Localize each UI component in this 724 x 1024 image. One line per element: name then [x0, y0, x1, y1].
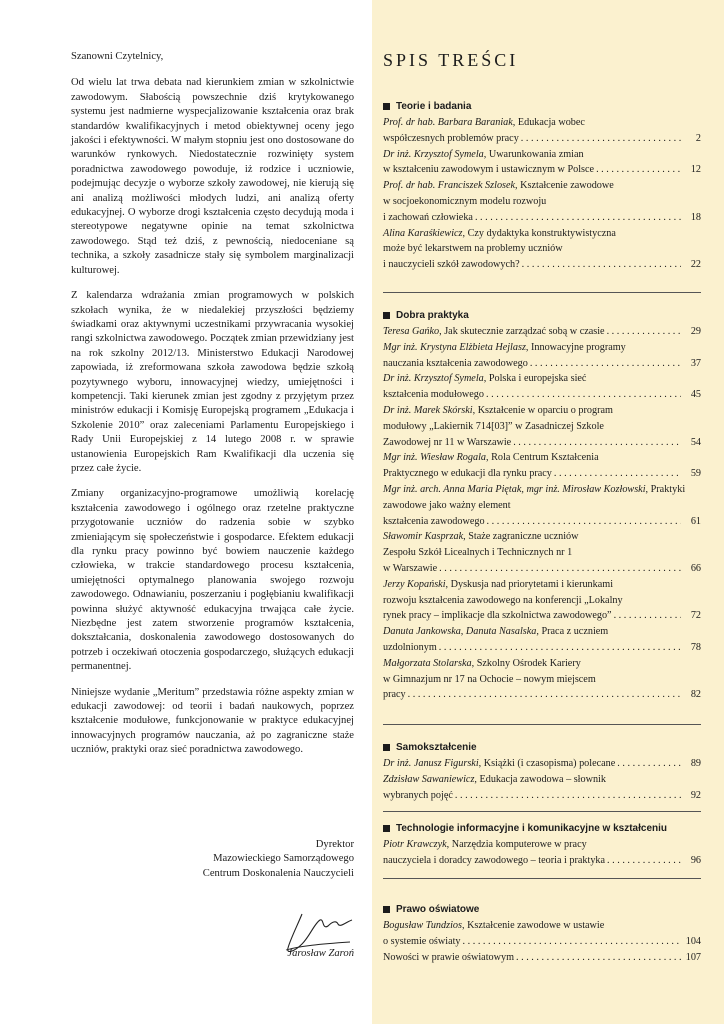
toc-entry-line — [383, 545, 701, 561]
toc-entry-title: , Innowacyjne programy — [525, 341, 626, 353]
toc-entry-title: modułowy „Lakiernik 714[03]” w Zasadniczej Szkole — [383, 420, 604, 432]
toc-entry-title: , Kształcenie zawodowe — [515, 180, 614, 192]
toc-entry[interactable] — [383, 624, 701, 656]
toc-entry-line — [383, 529, 701, 545]
toc-section — [383, 101, 701, 273]
toc-entry-title: , Staże zagraniczne uczniów — [463, 531, 579, 543]
toc-page-number: 89 — [690, 758, 701, 769]
toc-entry-line — [383, 561, 701, 577]
toc-section-heading-label: Teorie i badania — [396, 101, 472, 112]
square-bullet-icon — [383, 744, 390, 751]
toc-page-number: 2 — [695, 132, 701, 144]
toc-entry-line — [383, 419, 701, 435]
toc-page-number: 61 — [690, 515, 701, 527]
toc-entry-title: , Jak skutecznie zarządzać sobą w czasie — [439, 326, 605, 337]
leader-dots — [439, 561, 681, 577]
leader-dots — [513, 435, 681, 451]
toc-entry-line — [383, 403, 701, 419]
toc-entry-line — [383, 371, 701, 387]
toc-entry[interactable] — [383, 837, 701, 869]
toc-page-number: 12 — [690, 164, 701, 176]
toc-entry[interactable] — [383, 756, 701, 772]
section-divider — [383, 811, 701, 812]
square-bullet-icon — [383, 103, 390, 110]
signer-name: Jarosław Zaroń — [287, 948, 354, 959]
toc-entry-title: , Rola Centrum Kształcenia — [486, 452, 599, 464]
toc-page-number: 45 — [690, 389, 701, 401]
toc-entry-title: , Szkolny Ośrodek Kariery — [471, 657, 581, 669]
toc-entry-title: współczesnych problemów pracy — [383, 132, 519, 144]
toc-entry[interactable] — [383, 226, 701, 273]
signature-line: Centrum Doskonalenia Nauczycieli — [202, 867, 354, 879]
toc-entry-title: w Gimnazjum nr 17 na Ochocie – nowym miejscem — [383, 673, 596, 685]
toc-entry-line — [383, 950, 701, 966]
toc-entry-title: rynek pracy – implikacje dla szkolnictwa zawodowego” — [383, 610, 612, 622]
toc-entry-line — [383, 356, 701, 372]
leader-dots — [463, 934, 681, 950]
toc-entry-line — [383, 640, 701, 656]
toc-author: Sławomir Kasprzak — [383, 531, 464, 543]
leader-dots — [475, 210, 681, 226]
editorial-letter — [71, 50, 354, 769]
editorial-paragraph: Zmiany organizacyjno-programowe umożliwią korelację kształcenia zawodowego i ogólnego oraz rzetelne praktyczne przygotowanie uczniów do radzenia sobie w szybko zmieniającym się społeczeństwie i gospodarce. Efektem edukacji dla rynku pracy powinno być bowiem nauczenie każdego człowieka, w trakcie standardowego procesu kształcenia, umiejętności optymalnego planowania swojego rozwoju zawodowego. Odnawianiu, poszerzaniu i pogłębianiu kwalifikacji powinna służyć aktywność edukacyjna trwająca całe życie. Niezbędne jest zatem stworzenie programów kształcenia, dokształcania, doskonalenia zawodowego dostosowanych do potrzeb i oczekiwań otoczenia gospodarczego, służących edukacji permanentnej. — [71, 488, 354, 673]
toc-author: Małgorzata Stolarska — [383, 657, 472, 669]
leader-dots — [487, 514, 681, 530]
toc-entry-line — [383, 387, 701, 403]
toc-entry[interactable] — [383, 950, 701, 966]
leader-dots — [554, 466, 681, 482]
toc-section-heading-label: Samokształcenie — [396, 742, 477, 753]
toc-entry-title: , Edukacja zawodowa – słownik — [474, 773, 606, 785]
toc-entry-title: o systemie oświaty — [383, 935, 461, 947]
toc-entry-line — [383, 593, 701, 609]
toc-author: Prof. dr hab. Franciszek Szlosek — [383, 180, 516, 192]
toc-entry-title: wybranych pojęć — [383, 789, 453, 801]
toc-entry-title: Praktycznego w edukacji dla rynku pracy — [383, 468, 552, 480]
toc-entry[interactable] — [383, 371, 701, 403]
leader-dots — [614, 608, 681, 624]
section-divider — [383, 878, 701, 879]
toc-entry-title: Nowości w prawie oświatowym — [383, 951, 514, 963]
toc-entry[interactable] — [383, 403, 701, 450]
toc-entry-title: , Książki (i czasopisma) polecane — [478, 758, 616, 769]
toc-entry-title: kształcenia modułowego — [383, 389, 484, 401]
toc-author: Alina Karaśkiewicz — [383, 227, 463, 239]
toc-entry-line — [383, 162, 701, 178]
toc-entry-line — [383, 147, 701, 163]
leader-dots — [617, 756, 681, 772]
toc-entry[interactable] — [383, 115, 701, 147]
toc-entry-title: , Praktyki zawodowe jako ważny element — [383, 483, 686, 511]
toc-section-heading — [383, 823, 701, 834]
toc-section-heading — [383, 742, 701, 753]
leader-dots — [522, 257, 681, 273]
toc-entry-line — [383, 577, 701, 593]
toc-entry-title: Zawodowej nr 11 w Warszawie — [383, 436, 512, 448]
toc-entry-line — [383, 435, 701, 451]
toc-page-number: 82 — [690, 689, 701, 701]
toc-page-number: 37 — [690, 357, 701, 369]
toc-entry-title: i zachowań człowieka — [383, 211, 473, 223]
toc-entry-title: , Narzędzia komputerowe w pracy — [446, 839, 587, 850]
toc-page-number: 54 — [690, 436, 701, 448]
toc-section-heading — [383, 904, 701, 915]
toc-entry-title: , Praca z uczniem — [536, 626, 609, 638]
toc-entry-line — [383, 131, 701, 147]
toc-author: Jerzy Kopański — [383, 578, 446, 590]
toc-page-number: 78 — [690, 641, 701, 653]
leader-dots — [455, 788, 681, 804]
toc-page-number: 92 — [690, 789, 701, 801]
toc-section-heading — [383, 310, 701, 321]
toc-section-heading-label: Prawo oświatowe — [396, 904, 480, 915]
toc-page-number: 72 — [690, 610, 701, 622]
section-divider — [383, 292, 701, 293]
toc-entry-line — [383, 756, 701, 772]
toc-entry-title: pracy — [383, 689, 406, 701]
toc-entry-line — [383, 772, 701, 788]
toc-page-number: 29 — [690, 326, 701, 337]
toc-entry[interactable] — [383, 656, 701, 703]
toc-entry[interactable] — [383, 772, 701, 804]
editorial-paragraph: Z kalendarza wdrażania zmian programowych w polskich szkołach wynika, że w niedalekiej przyszłości będziemy świadkami oraz aktywnymi uczestnikami przywracania wysokiej rangi szkolnictwa zawodowego. Początek zmian przewidziany jest na rok szkolny 2012/13. Ministerstwo Edukacji Narodowej zapowiada, iż zreformowana szkoła zawodowa będzie szkołą pozytywnego wyboru, innowacyjnej wiedzy, umiejętności i kompetencji. Taki kierunek zmian jest zgodny z przyjętym przez ministrów edukacji i Komisję Europejską programem „Edukacja i Szkolenie 2010” oraz zaleceniami Parlamentu Europejskiego i Rady Unii Europejskiej z 14 lutego 2008 r. w sprawie ustanowienia Europejskich Ram Kwalifikacji dla uczenia się przez całe życie. — [71, 290, 354, 474]
toc-entry-title: w Warszawie — [383, 562, 438, 574]
toc-section — [383, 823, 701, 869]
toc-entry-line — [383, 788, 701, 804]
toc-author: Mgr inż. Wiesław Rogala — [383, 452, 487, 464]
square-bullet-icon — [383, 825, 390, 832]
toc-entry-line — [383, 656, 701, 672]
toc-author: Zdzisław Sawaniewicz — [383, 773, 475, 785]
toc-entry-title: Zespołu Szkół Licealnych i Technicznych nr 1 — [383, 547, 573, 559]
toc-author: Dr inż. Marek Skórski — [383, 404, 473, 416]
toc-page-number: 96 — [690, 854, 701, 866]
toc-entry-line — [383, 115, 701, 131]
toc-section — [383, 742, 701, 803]
editorial-paragraph: Od wielu lat trwa debata nad kierunkiem zmian w szkolnictwie zawodowym. Słabością powszechnie dziś krytykowanego systemu jest nadmierne wyspecjalizowanie kształcenia oraz brak standardów kwalifikacyjnych i metod obiektywnej oceny jego jakości i efektywności. W małym stopniu jest ono dostosowane do warunków rynkowych. Niedostatecznie rozwinięty system poradnictwa zawodowego powoduje, iż rodzice i uczniowie, podejmując decyzje o wyborze szkoły zawodowej, nie kierują się ani analizą możliwości młodych ludzi, ani analizą oferty edukacyjnej. O wyborze drogi kształcenia często decydują moda i stereotypowe negatywne opinie na temat szkolnictwa zawodowego. Stąd też dziś, z pewnością, niedoceniane są technika, a szkoły zasadnicze stały się symbolem marginalizacji kulturowej. — [71, 77, 354, 276]
toc-page-number: 59 — [690, 468, 701, 480]
toc-author: Dr inż. Krzysztof Symela — [383, 148, 484, 160]
toc-entry-title: w socjoekonomicznym modelu rozwoju — [383, 195, 547, 207]
toc-entry-line — [383, 687, 701, 703]
toc-entry[interactable] — [383, 340, 701, 372]
toc-entry-line — [383, 514, 701, 530]
toc-entry-title: , Czy dydaktyka konstruktywistyczna — [462, 227, 616, 239]
toc-entry-title: kształcenia zawodowego — [383, 515, 485, 527]
toc-entry-title: , Kształcenie zawodowe w ustawie — [461, 920, 605, 931]
toc-author: Teresa Gańko — [383, 326, 440, 337]
toc-author: Dr inż. Janusz Figurski — [383, 758, 479, 769]
toc-entry-title: , Kształcenie w oparciu o program — [472, 404, 613, 416]
leader-dots — [516, 950, 681, 966]
toc-entry[interactable] — [383, 577, 701, 624]
leader-dots — [596, 162, 681, 178]
toc-section-heading — [383, 101, 701, 112]
toc-entry-title: , Polska i europejska sieć — [483, 373, 587, 385]
toc-author: Danuta Jankowska, Danuta Nasalska — [383, 626, 537, 638]
toc-title: SPIS TREŚCI — [383, 50, 519, 70]
toc-author: Bogusław Tundzios — [383, 920, 462, 931]
toc-entry[interactable] — [383, 178, 701, 225]
toc-entry-line — [383, 608, 701, 624]
signature-block — [170, 838, 354, 881]
toc-entry-title: , Dyskusja nad priorytetami i kierunkami — [445, 578, 614, 590]
toc-author: Dr inż. Krzysztof Symela — [383, 373, 484, 385]
toc-entry-title: może być lekarstwem na problemy uczniów — [383, 243, 563, 255]
toc-entry-title: rozwoju kształcenia zawodowego na konferencji „Lokalny — [383, 594, 623, 606]
toc-entry[interactable] — [383, 450, 701, 482]
toc-entry[interactable] — [383, 147, 701, 179]
toc-entry[interactable] — [383, 324, 701, 340]
toc-entry-line — [383, 324, 701, 340]
toc-entry-line — [383, 853, 701, 869]
toc-entry[interactable] — [383, 529, 701, 576]
section-divider — [383, 724, 701, 725]
toc-page-number: 104 — [685, 935, 701, 947]
toc-page-number: 107 — [685, 951, 701, 963]
leader-dots — [439, 640, 681, 656]
toc-entry-title: nauczania kształcenia zawodowego — [383, 357, 528, 369]
toc-author: Piotr Krawczyk — [383, 839, 447, 850]
toc-page-number: 66 — [690, 562, 701, 574]
toc-entry[interactable] — [383, 482, 701, 529]
toc-entry-title: , Uwarunkowania zmian — [483, 148, 584, 160]
toc-entry-line — [383, 450, 701, 466]
toc-section-heading-label: Dobra praktyka — [396, 310, 469, 321]
toc-entry-line — [383, 934, 701, 950]
toc-entry-line — [383, 241, 701, 257]
toc-page-number: 22 — [690, 259, 701, 271]
toc-entry-title: , Edukacja wobec — [512, 117, 585, 128]
signature-line: Dyrektor — [315, 839, 354, 850]
toc-page-number: 18 — [690, 211, 701, 223]
toc-entry-title: i nauczycieli szkół zawodowych? — [383, 259, 520, 271]
toc-entry-line — [383, 210, 701, 226]
leader-dots — [607, 853, 681, 869]
leader-dots — [607, 324, 681, 340]
toc-author: Mgr inż. arch. Anna Maria Piętak, mgr inż. Mirosław Kozłowski — [383, 483, 646, 495]
toc-entry-line — [383, 226, 701, 242]
toc-author: Mgr inż. Krystyna Elżbieta Hejlasz — [383, 341, 526, 353]
square-bullet-icon — [383, 312, 390, 319]
toc-entry-title: w kształceniu zawodowym i ustawicznym w Polsce — [383, 164, 595, 176]
toc-entry-line — [383, 918, 701, 934]
leader-dots — [486, 387, 681, 403]
square-bullet-icon — [383, 906, 390, 913]
toc-entry-line — [383, 482, 701, 514]
toc-entry-line — [383, 340, 701, 356]
leader-dots — [408, 687, 681, 703]
toc-author: Prof. dr hab. Barbara Baraniak — [383, 117, 513, 128]
toc-section-heading-label: Technologie informacyjne i komunikacyjne w kształceniu — [396, 823, 668, 834]
toc-section — [383, 310, 701, 703]
toc-entry-line — [383, 194, 701, 210]
leader-dots — [521, 131, 681, 147]
editorial-paragraph: Niniejsze wydanie „Meritum” przedstawia różne aspekty zmian w edukacji zawodowej: od teorii i badań naukowych, poprzez kształcenie modułowe, funkcjonowanie w praktyce edukacyjnej innowacyjnych programów nauczania, aż po zagraniczne staże uczniów, praktyki oraz sieć poradnictwa zawodowego. — [71, 686, 354, 756]
toc-entry-line — [383, 672, 701, 688]
greeting: Szanowni Czytelnicy, — [71, 51, 164, 62]
signature-line: Mazowieckiego Samorządowego — [213, 853, 354, 865]
toc-entry[interactable] — [383, 918, 701, 950]
toc-entry-line — [383, 257, 701, 273]
toc-entry-title: nauczyciela i doradcy zawodowego – teoria i praktyka — [383, 854, 606, 866]
toc-entry-line — [383, 624, 701, 640]
leader-dots — [530, 356, 681, 372]
toc-entry-line — [383, 178, 701, 194]
toc-entry-line — [383, 837, 701, 853]
toc-entry-line — [383, 466, 701, 482]
toc-section — [383, 904, 701, 965]
toc-entry-title: uzdolnionym — [383, 641, 437, 653]
